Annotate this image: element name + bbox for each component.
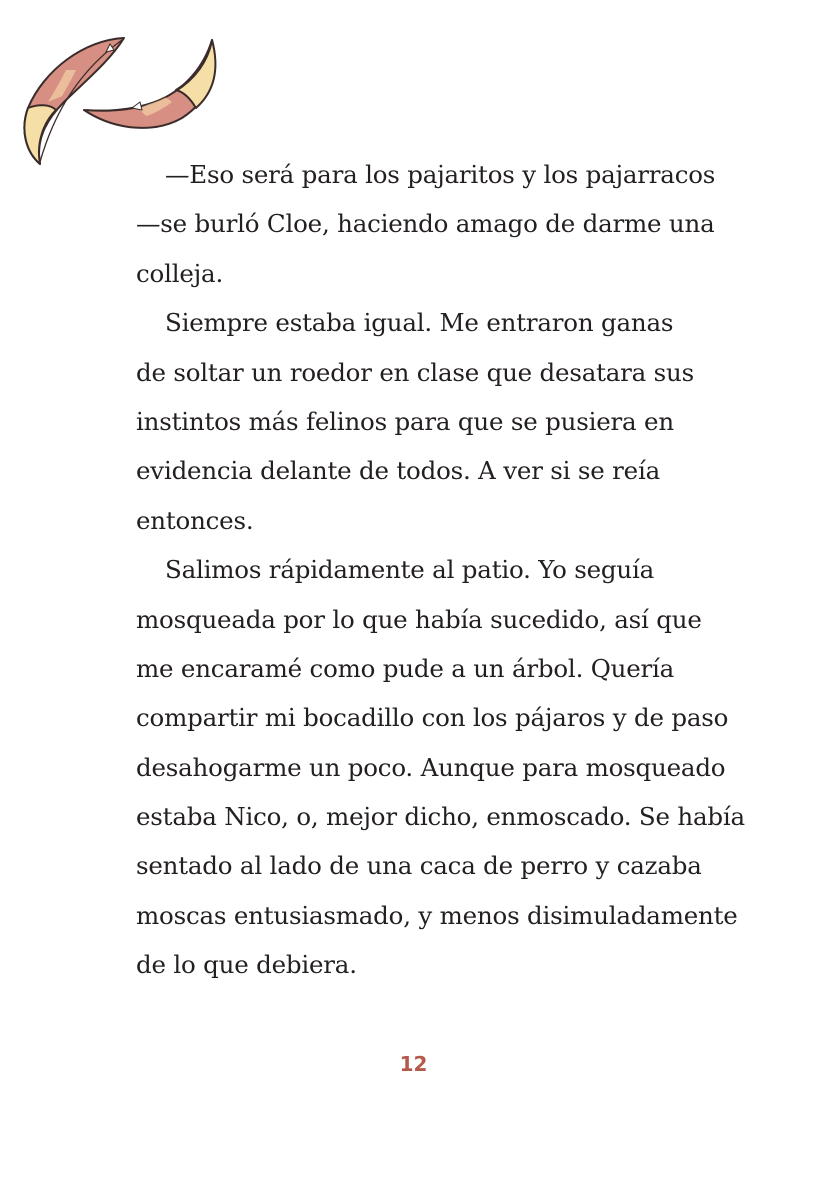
text-line: evidencia delante de todos. A ver si se reía (136, 456, 661, 486)
text-line: me encaramé como pude a un árbol. Quería (136, 653, 675, 683)
paragraph (136, 545, 745, 990)
text-line: colleja. (136, 258, 224, 288)
text-line: de soltar un roedor en clase que desatara sus (136, 357, 695, 387)
text-line: compartir mi bocadillo con los pájaros y de paso (136, 703, 729, 733)
left-feather-icon (24, 38, 124, 164)
text-line: estaba Nico, o, mejor dicho, enmoscado. Se había (136, 802, 745, 832)
text-line: Salimos rápidamente al patio. Yo seguía (165, 555, 655, 585)
text-line: mosqueada por lo que había sucedido, así que (136, 604, 702, 634)
text-line: Siempre estaba igual. Me entraron ganas (165, 308, 674, 338)
text-line: instintos más felinos para que se pusiera en (136, 406, 674, 436)
text-line: desahogarme un poco. Aunque para mosqueado (136, 752, 726, 782)
body-text (136, 150, 745, 990)
paragraph (136, 150, 736, 298)
text-line: moscas entusiasmado, y menos disimuladamente (136, 900, 738, 930)
page-number: 12 (399, 1052, 428, 1076)
text-line: sentado al lado de una caca de perro y cazaba (136, 851, 702, 881)
paragraph (136, 298, 736, 545)
text-line: de lo que debiera. (136, 950, 357, 980)
text-line: —se burló Cloe, haciendo amago de darme una (136, 209, 715, 239)
text-line: entonces. (136, 505, 254, 535)
text-line: —Eso será para los pajaritos y los pajarracos (165, 160, 716, 189)
